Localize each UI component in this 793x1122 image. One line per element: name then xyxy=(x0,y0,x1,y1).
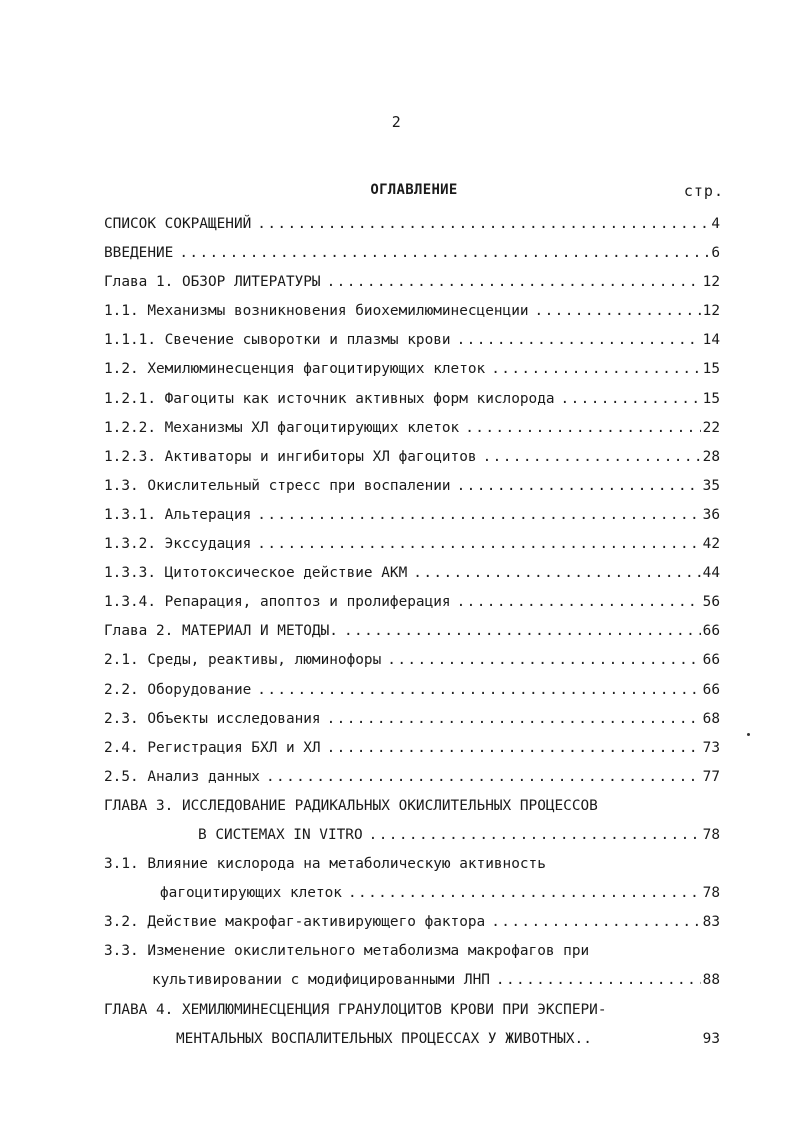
toc-entry xyxy=(104,996,720,1025)
toc-entry-page: 28 xyxy=(702,448,720,465)
toc-title: ОГЛАВЛЕНИЕ xyxy=(370,182,458,198)
toc-entry-text: 1.2.2. Механизмы ХЛ фагоцитирующих клеток xyxy=(104,419,460,436)
toc-dot-leader xyxy=(369,821,701,850)
toc-entry xyxy=(104,297,720,326)
toc-entry xyxy=(104,588,720,617)
toc-entry-page: 56 xyxy=(702,594,720,611)
toc-entry-text: 1.3.4. Репарация, апоптоз и пролиферация xyxy=(104,594,451,611)
toc-entry xyxy=(104,443,720,472)
scan-speck xyxy=(747,733,750,736)
toc-entry xyxy=(104,530,720,559)
table-of-contents xyxy=(104,210,720,1054)
toc-entry-text: 1.2.1. Фагоциты как источник активных форм кислорода xyxy=(104,390,555,407)
toc-entry-text: культивировании с модифицированными ЛНП xyxy=(152,972,490,989)
toc-dot-leader xyxy=(257,210,709,239)
toc-entry-page: 35 xyxy=(702,477,720,494)
toc-entry-page: 66 xyxy=(702,681,720,698)
toc-dot-leader xyxy=(535,297,701,326)
toc-entry-text: ГЛАВА 3. ИССЛЕДОВАНИЕ РАДИКАЛЬНЫХ ОКИСЛИТЕЛЬНЫХ ПРОЦЕССОВ xyxy=(104,797,598,814)
toc-dot-leader xyxy=(327,734,701,763)
toc-entry xyxy=(104,676,720,705)
toc-entry-text: Глава 2. МАТЕРИАЛ И МЕТОДЫ. xyxy=(104,623,338,640)
toc-entry xyxy=(104,821,720,850)
toc-entry xyxy=(104,908,720,937)
toc-entry-text: 3.1. Влияние кислорода на метаболическую активность xyxy=(104,856,546,873)
toc-entry xyxy=(104,966,720,995)
toc-entry-text: 1.3.3. Цитотоксическое действие АКМ xyxy=(104,565,408,582)
toc-dot-leader xyxy=(457,472,701,501)
toc-entry-page: 83 xyxy=(702,914,720,931)
toc-entry-text: ГЛАВА 4. ХЕМИЛЮМИНЕСЦЕНЦИЯ ГРАНУЛОЦИТОВ КРОВИ ПРИ ЭКСПЕРИ- xyxy=(104,1001,607,1018)
toc-dot-leader xyxy=(257,530,700,559)
toc-entry xyxy=(104,734,720,763)
toc-entry xyxy=(104,646,720,675)
toc-entry-text: 2.5. Анализ данных xyxy=(104,768,260,785)
toc-entry-text: 3.2. Действие макрофаг-активирующего фактора xyxy=(104,914,486,931)
toc-entry xyxy=(104,937,720,966)
toc-dot-leader xyxy=(266,763,701,792)
toc-entry xyxy=(104,239,720,268)
toc-entry xyxy=(104,792,720,821)
toc-entry xyxy=(104,763,720,792)
toc-entry-text: 1.1.1. Свечение сыворотки и плазмы крови xyxy=(104,332,451,349)
toc-entry-page: 15 xyxy=(702,361,720,378)
toc-entry xyxy=(104,850,720,879)
toc-dot-leader xyxy=(457,326,701,355)
toc-entry xyxy=(104,326,720,355)
toc-entry-text: В СИСТЕМАХ IN VITRO xyxy=(198,826,363,843)
toc-entry xyxy=(104,385,720,414)
toc-entry-page: 66 xyxy=(702,623,720,640)
toc-entry xyxy=(104,617,720,646)
toc-dot-leader xyxy=(561,385,701,414)
toc-entry-text: 2.1. Среды, реактивы, люминофоры xyxy=(104,652,382,669)
toc-entry-page: 22 xyxy=(702,419,720,436)
toc-entry-text: ВВЕДЕНИЕ xyxy=(104,245,174,262)
toc-dot-leader xyxy=(491,908,700,937)
toc-dot-leader xyxy=(327,268,701,297)
toc-entry xyxy=(104,559,720,588)
toc-entry-page: 4 xyxy=(711,216,720,232)
toc-entry xyxy=(104,705,720,734)
toc-entry-text: 1.2. Хемилюминесценция фагоцитирующих клеток xyxy=(104,361,486,378)
toc-entry-page: 66 xyxy=(702,652,720,669)
toc-entry-text: 1.3.1. Альтерация xyxy=(104,506,252,523)
toc-entry-text: Глава 1. ОБЗОР ЛИТЕРАТУРЫ xyxy=(104,274,321,291)
toc-entry-text: 1.3. Окислительный стресс при воспалении xyxy=(104,477,451,494)
toc-entry-page: 14 xyxy=(702,332,720,349)
toc-entry xyxy=(104,268,720,297)
toc-heading xyxy=(104,182,724,202)
toc-dot-leader xyxy=(179,239,709,268)
toc-entry-page: 77 xyxy=(702,768,720,785)
toc-page-column-label: стр. xyxy=(683,182,724,200)
toc-entry-text: 2.4. Регистрация БХЛ и ХЛ xyxy=(104,739,321,756)
toc-entry xyxy=(104,1025,720,1054)
toc-dot-leader xyxy=(465,414,700,443)
toc-entry-page: 88 xyxy=(702,972,720,989)
toc-entry-text: СПИСОК СОКРАЩЕНИЙ xyxy=(104,216,252,232)
toc-dot-leader xyxy=(496,966,701,995)
toc-entry xyxy=(104,472,720,501)
toc-entry-page: 44 xyxy=(702,565,720,582)
toc-dot-leader xyxy=(257,676,700,705)
toc-dot-leader xyxy=(327,705,701,734)
toc-entry-text: 1.1. Механизмы возникновения биохемилюминесценции xyxy=(104,303,529,320)
toc-entry xyxy=(104,414,720,443)
toc-entry-text: 2.2. Оборудование xyxy=(104,681,252,698)
toc-entry-text: 1.2.3. Активаторы и ингибиторы ХЛ фагоцитов xyxy=(104,448,477,465)
toc-entry-page: 6 xyxy=(711,245,720,262)
toc-entry-page: 15 xyxy=(702,390,720,407)
toc-entry-text: 3.3. Изменение окислительного метаболизма макрофагов при xyxy=(104,943,590,960)
toc-dot-leader xyxy=(257,501,700,530)
toc-entry-page: 12 xyxy=(702,303,720,320)
toc-entry xyxy=(104,210,720,239)
toc-entry-page: 42 xyxy=(702,536,720,553)
toc-dot-leader xyxy=(457,588,701,617)
toc-entry-page: 78 xyxy=(702,826,720,843)
toc-entry-page: 12 xyxy=(702,274,720,291)
toc-entry-text: фагоцитирующих клеток xyxy=(160,885,342,902)
toc-entry-page: 68 xyxy=(702,710,720,727)
toc-entry-page: 36 xyxy=(702,506,720,523)
toc-dot-leader xyxy=(387,646,700,675)
toc-entry-text: МЕНТАЛЬНЫХ ВОСПАЛИТЕЛЬНЫХ ПРОЦЕССАХ У ЖИВОТНЫХ.. xyxy=(176,1030,592,1047)
toc-entry xyxy=(104,879,720,908)
toc-entry xyxy=(104,501,720,530)
toc-dot-leader xyxy=(344,617,701,646)
toc-entry-text: 1.3.2. Экссудация xyxy=(104,536,252,553)
toc-entry-text: 2.3. Объекты исследования xyxy=(104,710,321,727)
toc-entry-page: 78 xyxy=(702,885,720,902)
toc-dot-leader xyxy=(483,443,701,472)
toc-entry xyxy=(104,355,720,384)
toc-entry-page: 93 xyxy=(702,1030,720,1047)
toc-entry-page: 73 xyxy=(702,739,720,756)
toc-dot-leader xyxy=(348,879,701,908)
toc-dot-leader xyxy=(491,355,700,384)
toc-dot-leader xyxy=(413,559,700,588)
page-number: 2 xyxy=(391,113,402,131)
